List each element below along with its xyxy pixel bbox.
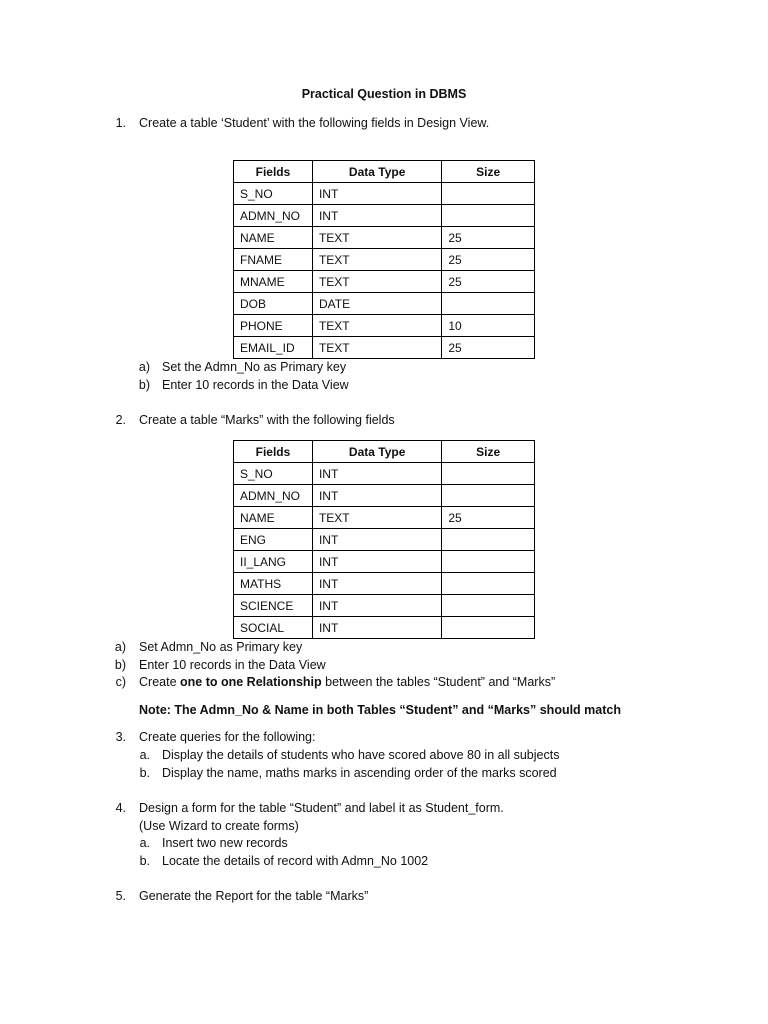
cell-type: TEXT [312, 249, 441, 271]
sub-label: b) [114, 658, 126, 672]
sub-text-pre: Create [139, 675, 180, 689]
cell-type: DATE [312, 293, 441, 315]
cell-field: FNAME [234, 249, 313, 271]
sub-label: c) [115, 675, 126, 689]
cell-type: INT [312, 551, 441, 573]
cell-field: S_NO [234, 183, 313, 205]
question-4-note: (Use Wizard to create forms) [139, 819, 299, 833]
sub-label: a. [139, 748, 150, 762]
sub-label: a) [114, 640, 126, 654]
cell-size: 25 [442, 507, 535, 529]
cell-type: INT [312, 183, 441, 205]
table-row [234, 183, 535, 205]
table-row [234, 315, 535, 337]
sub-text: Locate the details of record with Admn_No 1002 [162, 854, 429, 868]
cell-field: ADMN_NO [234, 485, 313, 507]
question-text: Create queries for the following: [139, 730, 316, 744]
sub-text [139, 673, 555, 691]
question-number: 2. [115, 413, 126, 427]
question-number: 1. [115, 116, 126, 130]
sub-label: b) [138, 378, 150, 392]
question-number: 3. [115, 730, 126, 744]
cell-field: ADMN_NO [234, 205, 313, 227]
cell-size [442, 617, 535, 639]
table-row [234, 485, 535, 507]
table-row [234, 551, 535, 573]
cell-size [442, 573, 535, 595]
table-row [234, 249, 535, 271]
cell-field: NAME [234, 227, 313, 249]
sub-label: a) [138, 360, 150, 374]
sub-text: Display the name, maths marks in ascending order of the marks scored [162, 766, 557, 780]
cell-field: SCIENCE [234, 595, 313, 617]
table-header-row [234, 161, 535, 183]
question-number: 5. [115, 889, 126, 903]
header-size: Size [442, 441, 535, 463]
cell-size [442, 183, 535, 205]
table-row [234, 337, 535, 359]
sub-text: Set the Admn_No as Primary key [162, 360, 347, 374]
student-fields-table [233, 160, 535, 359]
table-row [234, 293, 535, 315]
cell-type: TEXT [312, 337, 441, 359]
sub-text: Display the details of students who have scored above 80 in all subjects [162, 748, 560, 762]
cell-size [442, 293, 535, 315]
marks-fields-table [233, 440, 535, 639]
question-text: Design a form for the table “Student” and label it as Student_form. [139, 801, 504, 815]
header-fields: Fields [234, 441, 313, 463]
sub-label: b. [139, 766, 150, 780]
table-row [234, 573, 535, 595]
cell-type: TEXT [312, 271, 441, 293]
cell-size: 25 [442, 227, 535, 249]
cell-size [442, 485, 535, 507]
question-text: Generate the Report for the table “Marks” [139, 889, 369, 903]
cell-field: PHONE [234, 315, 313, 337]
sub-text: Set Admn_No as Primary key [139, 640, 303, 654]
cell-size: 25 [442, 337, 535, 359]
cell-size [442, 529, 535, 551]
cell-field: MATHS [234, 573, 313, 595]
sub-label: b. [139, 854, 150, 868]
cell-type: TEXT [312, 507, 441, 529]
page-title: Practical Question in DBMS [301, 87, 467, 101]
sub-text-post: between the tables “Student” and “Marks” [321, 675, 556, 689]
header-data-type: Data Type [312, 441, 441, 463]
cell-field: II_LANG [234, 551, 313, 573]
header-size: Size [442, 161, 535, 183]
cell-type: INT [312, 595, 441, 617]
cell-size [442, 463, 535, 485]
sub-text: Insert two new records [162, 836, 288, 850]
cell-field: DOB [234, 293, 313, 315]
cell-field: ENG [234, 529, 313, 551]
cell-type: INT [312, 617, 441, 639]
table-row [234, 617, 535, 639]
sub-text: Enter 10 records in the Data View [139, 658, 326, 672]
cell-field: SOCIAL [234, 617, 313, 639]
cell-field: MNAME [234, 271, 313, 293]
cell-size [442, 595, 535, 617]
cell-size [442, 205, 535, 227]
header-fields: Fields [234, 161, 313, 183]
sub-text: Enter 10 records in the Data View [162, 378, 349, 392]
table-header-row [234, 441, 535, 463]
table-row [234, 595, 535, 617]
sub-label: a. [139, 836, 150, 850]
cell-type: INT [312, 529, 441, 551]
table-row [234, 205, 535, 227]
table-row [234, 227, 535, 249]
cell-size: 25 [442, 249, 535, 271]
header-data-type: Data Type [312, 161, 441, 183]
question-number: 4. [115, 801, 126, 815]
cell-type: TEXT [312, 315, 441, 337]
table-row [234, 507, 535, 529]
cell-type: INT [312, 463, 441, 485]
cell-type: INT [312, 573, 441, 595]
cell-type: INT [312, 485, 441, 507]
cell-field: NAME [234, 507, 313, 529]
cell-field: EMAIL_ID [234, 337, 313, 359]
question-text: Create a table ‘Student’ with the following fields in Design View. [139, 116, 490, 130]
cell-size: 25 [442, 271, 535, 293]
table-row [234, 529, 535, 551]
table-row [234, 463, 535, 485]
cell-type: TEXT [312, 227, 441, 249]
question-text: Create a table “Marks” with the following fields [139, 413, 395, 427]
note-text: Note: The Admn_No & Name in both Tables “Student” and “Marks” should match [139, 703, 621, 717]
table-row [234, 271, 535, 293]
relationship-bold: one to one Relationship [180, 675, 322, 689]
cell-size: 10 [442, 315, 535, 337]
cell-type: INT [312, 205, 441, 227]
cell-size [442, 551, 535, 573]
cell-field: S_NO [234, 463, 313, 485]
